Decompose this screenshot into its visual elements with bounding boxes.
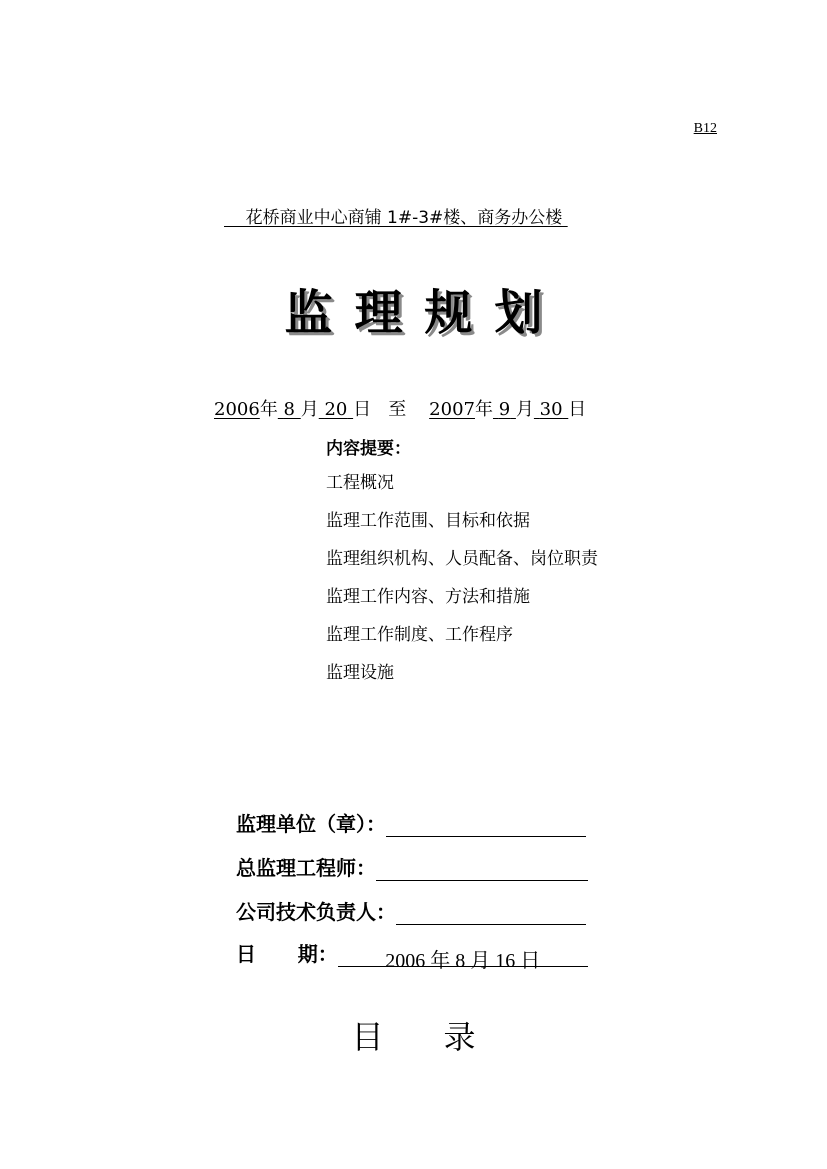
- project-title: 花桥商业中心商铺 1#-3#楼、商务办公楼: [224, 208, 568, 228]
- day-char: 日: [568, 399, 587, 420]
- toc-title: 目录: [351, 1018, 536, 1056]
- year-char: 年: [474, 399, 493, 420]
- unit-signature-line[interactable]: [386, 814, 586, 837]
- to-label: 至: [388, 399, 407, 420]
- summary-item: 工程概况: [326, 473, 394, 493]
- year-char: 年: [259, 399, 278, 420]
- tech-label: 公司技术负责人：: [236, 900, 396, 924]
- unit-row: [236, 808, 586, 837]
- start-year: 2006: [214, 399, 260, 420]
- summary-item: 监理工作内容、方法和措施: [326, 587, 530, 607]
- main-title: 监理规划: [284, 285, 565, 341]
- chief-row: [236, 852, 588, 881]
- date-line: [338, 944, 588, 972]
- summary-item: 监理组织机构、人员配备、岗位职责: [326, 549, 598, 569]
- summary-item: 监理设施: [326, 663, 394, 683]
- day-char: 日: [353, 399, 372, 420]
- summary-heading: 内容提要：: [326, 439, 411, 459]
- start-day: 20: [324, 399, 348, 420]
- month-char: 月: [515, 399, 534, 420]
- date-value: 2006 年 8 月 16 日: [385, 950, 541, 972]
- period-line: [214, 395, 586, 421]
- end-year: 2007: [429, 399, 475, 420]
- content-summary: [326, 430, 598, 692]
- chief-label: 总监理工程师：: [236, 856, 376, 880]
- summary-item: 监理工作范围、目标和依据: [326, 511, 530, 531]
- start-month: 8: [283, 399, 295, 420]
- summary-list: [326, 464, 598, 692]
- chief-signature-line[interactable]: [376, 858, 588, 881]
- date-row: [236, 938, 588, 972]
- end-month: 9: [498, 399, 511, 420]
- tech-row: [236, 896, 586, 925]
- tech-signature-line[interactable]: [396, 902, 586, 925]
- document-code: B12: [693, 121, 717, 136]
- month-char: 月: [300, 399, 319, 420]
- summary-item: 监理工作制度、工作程序: [326, 625, 513, 645]
- end-day: 30: [539, 399, 563, 420]
- date-label: 日 期：: [236, 942, 338, 966]
- unit-label: 监理单位（章）：: [236, 812, 386, 836]
